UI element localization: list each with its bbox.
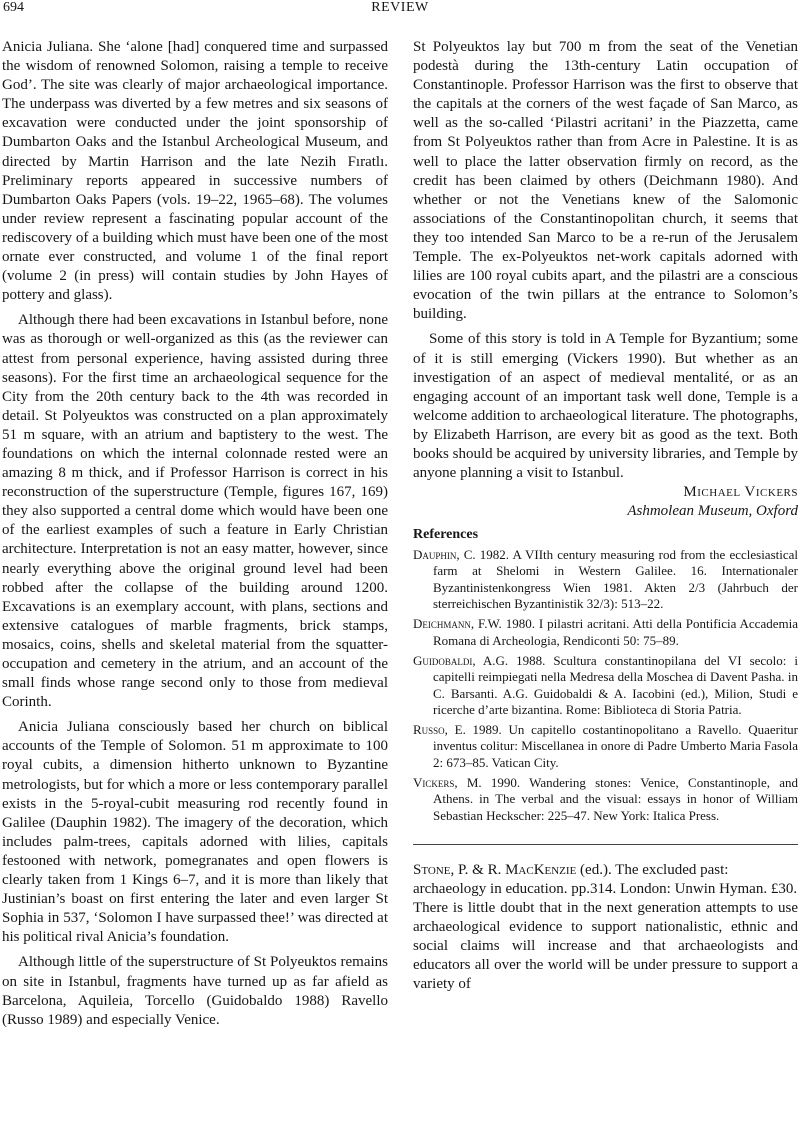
references-heading: References (413, 527, 479, 543)
reviewer-signature (413, 483, 798, 521)
reference-text: 1980. I pilastri acritani. Atti della Pontificia Accademia Romana di Archeologia, Rendiconti 50: 75–89. (433, 616, 798, 648)
right-paragraph-1: St Polyeuktos lay but 700 m from the seat of the Venetian podestà during the 13th-century Latin occupation of Constantinople. Professor Harrison was the first to observe that the capitals at the corners of the west façade of San Marco, as well as the so-called ‘Pilastri acritani’ in the Piazzetta, came from St Polyeuktos rather than from Acre in Palestine. It is as well to place the latter observation firmly on record, as the credit has been claimed by others (Deichmann 1980). And whether or not the Venetians knew of the Salomonic associations of the Constantinopolitan church, it seems that they too intended San Marco to be a re-run of the Jerusalem Temple. The ex-Polyeuktos net-work capitals adorned with lilies are 100 royal cubits apart, and the pilastri are a conscious evocation of the twin pillars at the entrance to Solomon’s building. (413, 39, 798, 323)
reference-item (413, 547, 798, 612)
left-paragraph-1: Anicia Juliana. She ‘alone [had] conquered time and surpassed the wisdom of renowned Solomon, raising a temple to receive God’. The site was clearly of major archaeological importance. The underpass was diverted by a few metres and six seasons of excavation were conducted under the joint sponsorship of Dumbarton Oaks and the Istanbul Archeological Museum, and directed by Martin Harrison and the late Nezih Fıratlı. Preliminary reports appeared in successive numbers of Dumbarton Oaks Papers (vols. 19–22, 1965–68). The volumes under review represent a fascinating popular account of the rediscovery of a building which must have been one of the most ornate ever constructed, and volume 1 of the final report (volume 2 (in press) will contain studies by John Hayes of pottery and glass). (2, 39, 388, 304)
reference-text: 1989. Un capitello costantinopolitano a Ravello. Quaeritur inventus colitur: Miscellanea in onore di Padre Umberto Maria Fasola 2: 673–85. Vatican City. (433, 722, 799, 770)
next-review-authors: Stone, P. & R. MacKenzie (413, 861, 577, 878)
right-paragraph-2: Some of this story is told in A Temple for Byzantium; some of it is still emerging (Vickers 1990). But whether as an investigation of an aspect of medieval mentalité, or as an engaging account of an important task well done, Temple is a welcome addition to archaeological literature. The photographs, by Elizabeth Harrison, are every bit as good as the text. Both books should be acquired by university libraries, and Temple by anyone planning a visit to Istanbul. (413, 331, 798, 482)
reference-item (413, 775, 798, 824)
next-review-details: (ed.). The excluded past: archaeology in education. pp.314. London: Unwin Hyman. £30. (413, 861, 798, 897)
reference-text: 1990. Wandering stones: Venice, Constantinople, and Athens. in The verbal and the visual: essays in honor of William Sebastian Heckscher: 225–47. New York: Italica Press. (433, 775, 798, 823)
reviewer-affiliation: Ashmolean Museum, Oxford (627, 503, 798, 520)
left-paragraph-2: Although there had been excavations in Istanbul before, none was as thorough or well-organized as this (as the reviewer can attest from personal experience, having assisted during three seasons). For the first time an archaeological sequence for the City from the 20th century back to the 4th was recorded in detail. St Polyeuktos was constructed on a plan approximately 51 m square, with an atrium and baptistery to the west. The foundations on which the internal colonnade rested were an amazing 8 m thick, and if Professor Harrison is correct in his reconstruction of the superstructure (Temple, figures 167, 169) they also supported a central dome which would have been one of the earliest examples of such a feature in Early Christian architecture. Interpretation is not an easy matter, however, since nearly everything above the original ground level had been robbed after the collapse of the building around 1200. Excavations is an exemplary account, with plans, sections and extensive catalogues of marble fragments, brick stamps, mosaics, coins, shells and skeletal material from the squatter-occupation and cemetery in the atrium, and an account of the small finds whose range second only to those from medieval Corinth. (2, 312, 388, 711)
left-paragraph-3: Anicia Juliana consciously based her church on biblical accounts of the Temple of Solomon. 51 m approximate to 100 royal cubits, a dimension hitherto unknown to Byzantine metrologists, but for which a more or less contemporary parallel exists in the 5-royal-cubit measuring rod recently found in Galilee (Dauphin 1982). The imagery of the decoration, which includes palm-trees, capitals adorned with lilies, capitals festooned with network, pomegranates and open flowers is clearly taken from 1 Kings 6–7, and it is more than likely that Justinian’s boast on first entering the later and even larger St Sophia in 537, ‘Solomon I have surpassed thee!’ was directed at his political rival Anicia’s foundation. (2, 719, 388, 946)
references-list (413, 547, 798, 824)
next-review-paragraph-1: There is little doubt that in the next generation attempts to use archaeological evidence to support nationalistic, ethnic and social claims will increase and that archaeologists and educators all over the world will be under pressure to support a variety of (413, 899, 798, 993)
left-paragraph-4: Although little of the superstructure of St Polyeuktos remains on site in Istanbul, fragments have turned up as far afield as Barcelona, Aquileia, Torcello (Guidobaldo 1988) Ravello (Russo 1989) and especially Venice. (2, 954, 388, 1028)
page-number: 694 (3, 0, 24, 15)
right-column (413, 38, 798, 994)
reference-author: Russo, E. (413, 722, 466, 738)
section-divider (413, 844, 798, 845)
reference-author: Dauphin, C. (413, 547, 476, 563)
reference-text: 1982. A VIIth century measuring rod from the ecclesiastical farm at Shelomi in Western Galilee. 16. Internationaler Byzantinistenkongress Wien 1981. Akten 2/3 (Jahrbuch der sterreichischen Byzantinistik 32/3): 513–22. (433, 547, 799, 612)
running-head: REVIEW (371, 0, 429, 15)
reference-item (413, 722, 798, 771)
reference-author: Vickers, M. (413, 775, 482, 791)
reference-author: Deichmann, F.W. (413, 616, 502, 632)
page-header (0, 0, 800, 22)
reference-item (413, 653, 798, 718)
reference-author: Guidobaldi, A.G. (413, 652, 509, 668)
next-review-heading (413, 861, 798, 899)
reference-item (413, 616, 798, 649)
left-column (2, 38, 388, 1030)
reference-text: 1988. Scultura constantinopilana del VI secolo: i capitelli reimpiegati nella Medresa della Moschea di Davent Pasha. in C. Barsanti. A.G. Guidobaldi & A. Iacobini (ed.), Milion, Studi e ricerche d’arte bizantina. Rome: Biblioteca di Storia Patria. (433, 652, 798, 717)
reviewer-name: Michael Vickers (683, 484, 798, 501)
